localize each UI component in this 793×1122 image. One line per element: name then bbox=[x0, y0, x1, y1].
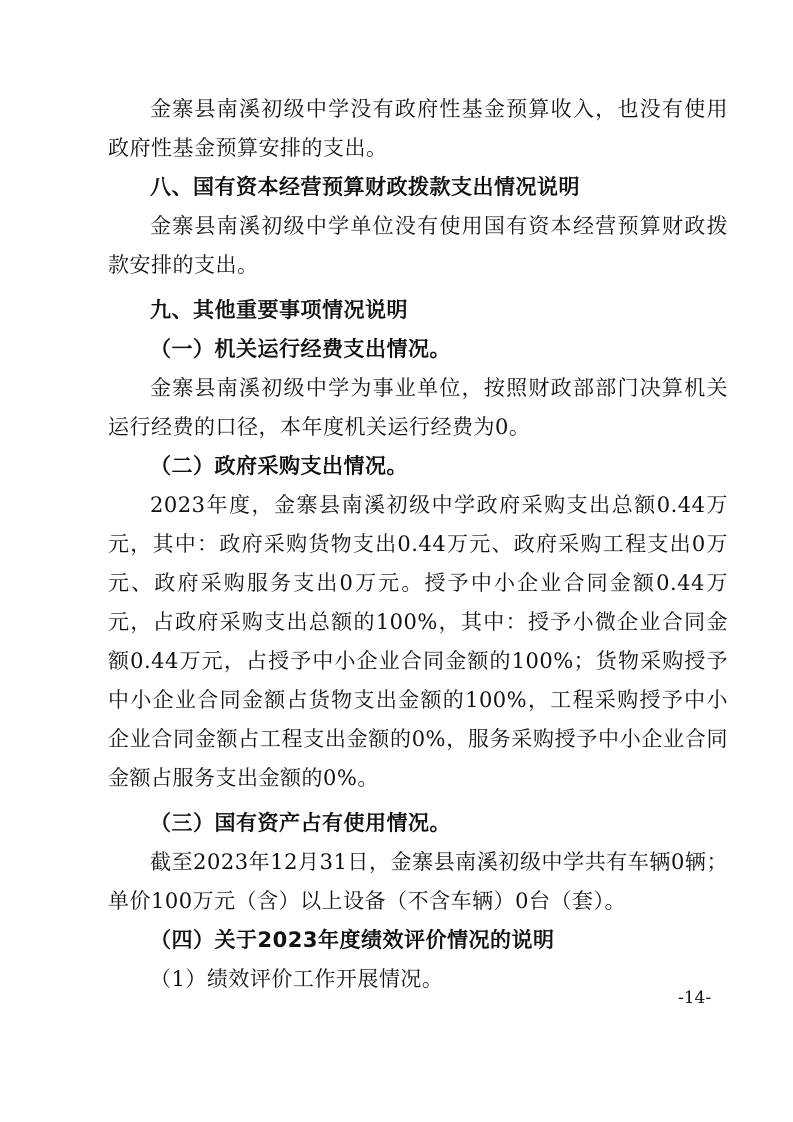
heading-section-9: 九、其他重要事项情况说明 bbox=[150, 298, 408, 322]
page-number: -14- bbox=[678, 988, 712, 1008]
heading-subsection-3: （三）国有资产占有使用情况。 bbox=[150, 811, 451, 835]
paragraph-assets: 截至2023年12月31日，金寨县南溪初级中学共有车辆0辆；单价100万元（含）以上设备（不含车辆）0台（套）。 bbox=[108, 850, 728, 913]
paragraph-evaluation: （1）绩效评价工作开展情况。 bbox=[150, 967, 444, 991]
heading-subsection-2: （二）政府采购支出情况。 bbox=[150, 454, 408, 478]
document-body bbox=[108, 90, 728, 999]
paragraph-fund-budget: 金寨县南溪初级中学没有政府性基金预算收入，也没有使用政府性基金预算安排的支出。 bbox=[108, 97, 728, 160]
paragraph-procurement: 2023年度，金寨县南溪初级中学政府采购支出总额0.44万元，其中：政府采购货物支出0.44万元、政府采购工程支出0万元、政府采购服务支出0万元。授予中小企业合同金额0.44万元，占政府采购支出总额的100%，其中：授予小微企业合同金额0.44万元，占授予中小企业合同金额的100%；货物采购授予中小企业合同金额占货物支出金额的100%，工程采购授予中小企业合同金额占工程支出金额的0%，服务采购授予中小企业合同金额占服务支出金额的0%。 bbox=[108, 493, 728, 790]
paragraph-operating-costs: 金寨县南溪初级中学为事业单位，按照财政部部门决算机关运行经费的口径，本年度机关运行经费为0。 bbox=[108, 376, 728, 439]
paragraph-state-capital: 金寨县南溪初级中学单位没有使用国有资本经营预算财政拨款安排的支出。 bbox=[108, 214, 728, 277]
heading-section-8: 八、国有资本经营预算财政拨款支出情况说明 bbox=[150, 175, 580, 199]
heading-subsection-4: （四）关于2023年度绩效评价情况的说明 bbox=[150, 928, 555, 952]
heading-subsection-1: （一）机关运行经费支出情况。 bbox=[150, 337, 451, 361]
